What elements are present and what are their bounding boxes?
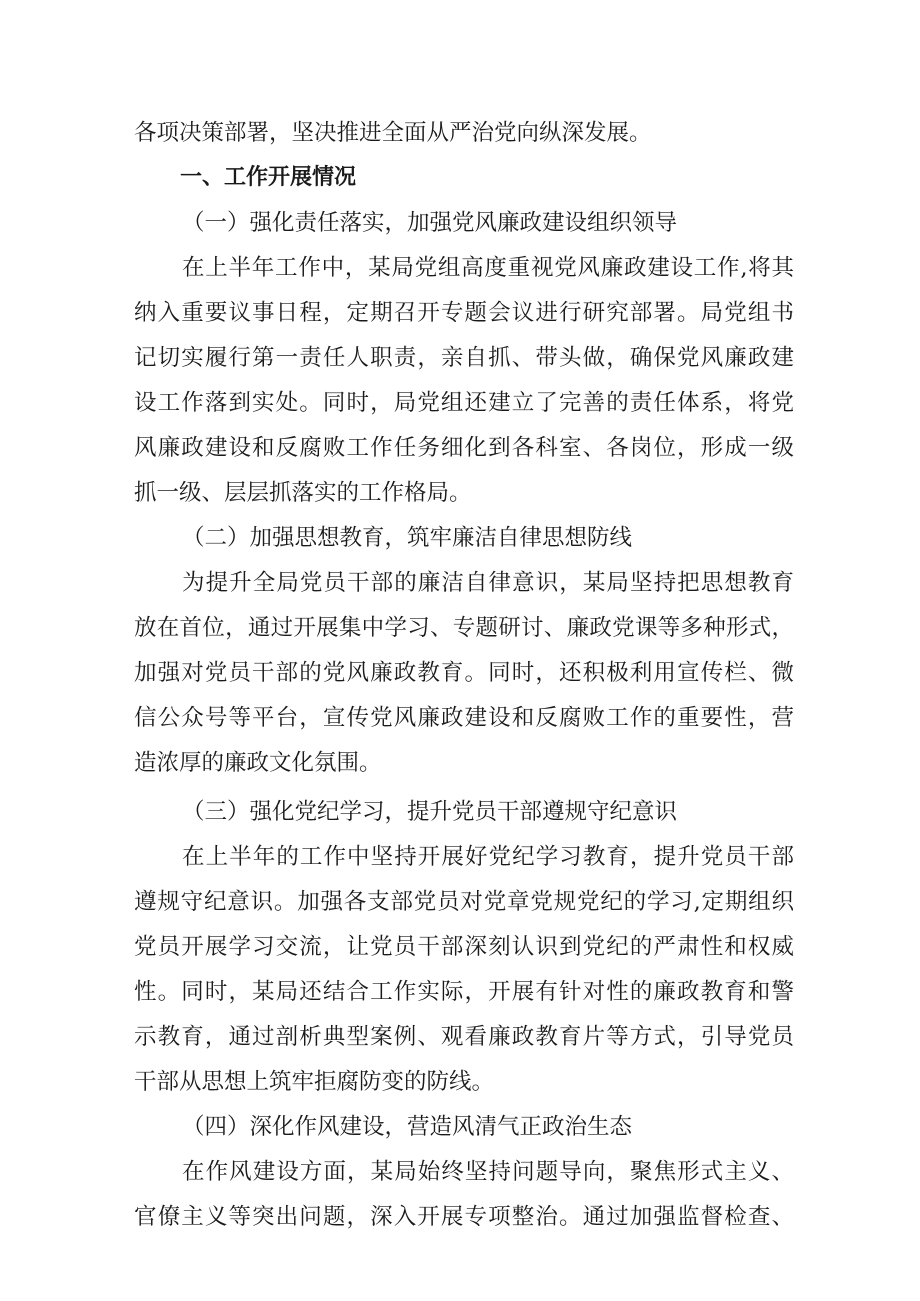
subsection-heading-1: （一）强化责任落实，加强党风廉政建设组织领导 bbox=[182, 210, 678, 236]
paragraph-3-line-5: 示教育，通过剖析典型案例、观看廉政教育片等方式，引导党员 bbox=[134, 1024, 794, 1050]
subsection-heading-2: （二）加强思想教育，筑牢廉洁自律思想防线 bbox=[182, 525, 633, 551]
paragraph-3-line-4: 性。同时，某局还结合工作实际，开展有针对性的廉政教育和警 bbox=[134, 979, 794, 1005]
paragraph-3-line-1: 在上半年的工作中坚持开展好党纪学习教育，提升党员干部 bbox=[182, 844, 794, 870]
paragraph-4-line-1: 在作风建设方面，某局始终坚持问题导向，聚焦形式主义、 bbox=[182, 1159, 794, 1185]
paragraph-2-line-4: 信公众号等平台，宣传党风廉政建设和反腐败工作的重要性，营 bbox=[134, 705, 794, 731]
paragraph-1-line-3: 记切实履行第一责任人职责，亲自抓、带头做，确保党风廉政建 bbox=[134, 345, 794, 371]
paragraph-continuation-line: 各项决策部署，坚决推进全面从严治党向纵深发展。 bbox=[134, 120, 652, 146]
section-heading: 一、工作开展情况 bbox=[180, 165, 357, 190]
subsection-heading-3: （三）强化党纪学习，提升党员干部遵规守纪意识 bbox=[182, 799, 678, 825]
paragraph-1-line-5: 风廉政建设和反腐败工作任务细化到各科室、各岗位，形成一级 bbox=[134, 435, 794, 461]
paragraph-2-line-2: 放在首位，通过开展集中学习、专题研讨、廉政党课等多种形式， bbox=[134, 615, 794, 641]
paragraph-2-line-3: 加强对党员干部的党风廉政教育。同时，还积极利用宣传栏、微 bbox=[134, 660, 794, 686]
paragraph-1-line-1: 在上半年工作中，某局党组高度重视党风廉政建设工作,将其 bbox=[182, 255, 794, 281]
paragraph-1-line-4: 设工作落到实处。同时，局党组还建立了完善的责任体系，将党 bbox=[134, 390, 794, 416]
paragraph-3-line-6: 干部从思想上筑牢拒腐防变的防线。 bbox=[134, 1069, 495, 1095]
paragraph-4-line-2: 官僚主义等突出问题，深入开展专项整治。通过加强监督检查、 bbox=[134, 1204, 794, 1230]
paragraph-3-line-2: 遵规守纪意识。加强各支部党员对党章党规党纪的学习,定期组织 bbox=[134, 889, 794, 915]
paragraph-1-line-2: 纳入重要议事日程，定期召开专题会议进行研究部署。局党组书 bbox=[134, 300, 794, 326]
paragraph-3-line-3: 党员开展学习交流，让党员干部深刻认识到党纪的严肃性和权威 bbox=[134, 934, 794, 960]
paragraph-2-line-1: 为提升全局党员干部的廉洁自律意识，某局坚持把思想教育 bbox=[182, 570, 794, 596]
paragraph-1-line-6: 抓一级、层层抓落实的工作格局。 bbox=[134, 480, 472, 506]
paragraph-2-line-5: 造浓厚的廉政文化氛围。 bbox=[134, 750, 382, 776]
subsection-heading-4: （四）深化作风建设，营造风清气正政治生态 bbox=[182, 1114, 633, 1140]
